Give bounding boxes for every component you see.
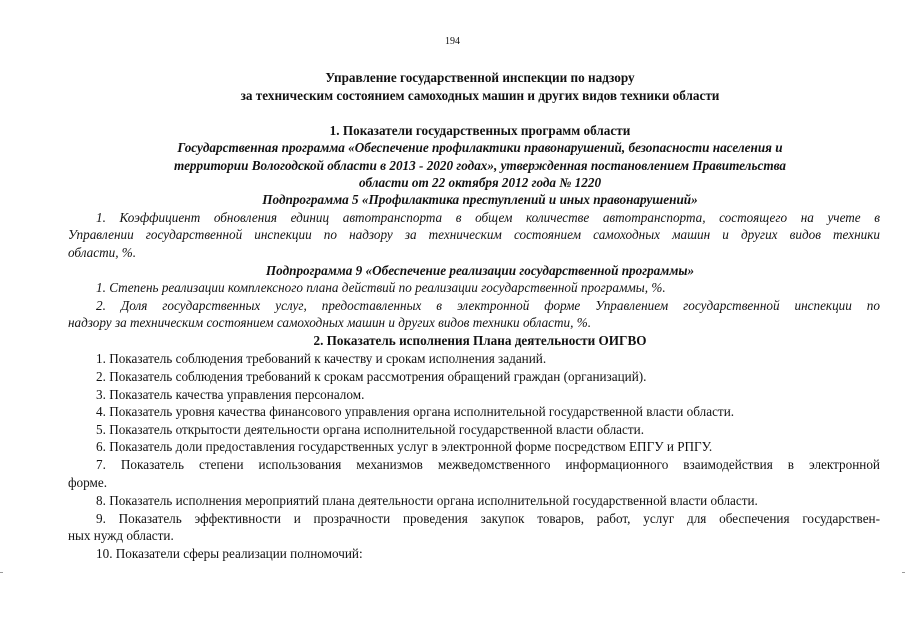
subprogram-5-indicator-1-line-1: 1. Коэффициент обновления единиц автотранспорта в общем количестве автотранспорта, состоящего на учете в xyxy=(96,210,880,225)
plan-indicator-2: 2. Показатель соблюдения требований к срокам рассмотрения обращений граждан (организаций). xyxy=(96,369,647,384)
left-edge-mark xyxy=(0,572,3,573)
plan-indicator-7-line-2: форме. xyxy=(68,475,108,490)
subprogram-5-title: Подпрограмма 5 «Профилактика преступлений и иных правонарушений» xyxy=(262,192,698,207)
section-1-title: 1. Показатели государственных программ области xyxy=(329,123,631,138)
program-title-line-2: территории Вологодской области в 2013 - 2020 годах», утвержденная постановлением Правительства xyxy=(174,158,786,173)
agency-title-line-2: за техническим состоянием самоходных машин и других видов техники области xyxy=(240,88,720,103)
plan-indicator-10: 10. Показатели сферы реализации полномочий: xyxy=(96,546,363,561)
plan-indicator-6: 6. Показатель доли предоставления государственных услуг в электронной форме посредством ЕПГУ и РПГУ. xyxy=(96,439,713,454)
program-title-line-3: области от 22 октября 2012 года № 1220 xyxy=(358,175,602,190)
subprogram-9-indicator-2-line-2: надзору за техническим состоянием самоходных машин и других видов техники области, %. xyxy=(68,315,592,330)
plan-indicator-1: 1. Показатель соблюдения требований к качеству и срокам исполнения заданий. xyxy=(96,351,547,366)
page-number: 194 xyxy=(445,36,460,47)
subprogram-9-indicator-2-line-1: 2. Доля государственных услуг, предоставленных в электронной форме Управлением государственной инспекции по xyxy=(96,298,880,313)
plan-indicator-3: 3. Показатель качества управления персоналом. xyxy=(96,387,365,402)
plan-indicator-4: 4. Показатель уровня качества финансового управления органа исполнительной государственной власти области. xyxy=(96,404,735,419)
plan-indicator-9-line-2: ных нужд области. xyxy=(68,528,174,543)
program-title-line-1: Государственная программа «Обеспечение профилактики правонарушений, безопасности населения и xyxy=(177,140,783,155)
section-2-title: 2. Показатель исполнения Плана деятельности ОИГВО xyxy=(313,333,647,348)
subprogram-5-indicator-1-line-2: Управлении государственной инспекции по надзору за техническим состоянием самоходных машин и других видов техники xyxy=(68,227,880,242)
plan-indicator-5: 5. Показатель открытости деятельности органа исполнительной государственной власти области. xyxy=(96,422,644,437)
subprogram-5-indicator-1-line-3: области, %. xyxy=(68,245,137,260)
plan-indicator-8: 8. Показатель исполнения мероприятий плана деятельности органа исполнительной государственной власти области. xyxy=(96,493,758,508)
subprogram-9-indicator-1: 1. Степень реализации комплексного плана действий по реализации государственной программы, %. xyxy=(96,280,666,295)
plan-indicator-9-line-1: 9. Показатель эффективности и прозрачности проведения закупок товаров, работ, услуг для обеспечения государствен- xyxy=(96,511,880,526)
plan-indicator-7-line-1: 7. Показатель степени использования механизмов межведомственного информационного взаимодействия в электронной xyxy=(96,457,880,472)
agency-title-line-1: Управление государственной инспекции по надзору xyxy=(325,70,635,85)
subprogram-9-title: Подпрограмма 9 «Обеспечение реализации государственной программы» xyxy=(265,263,695,278)
